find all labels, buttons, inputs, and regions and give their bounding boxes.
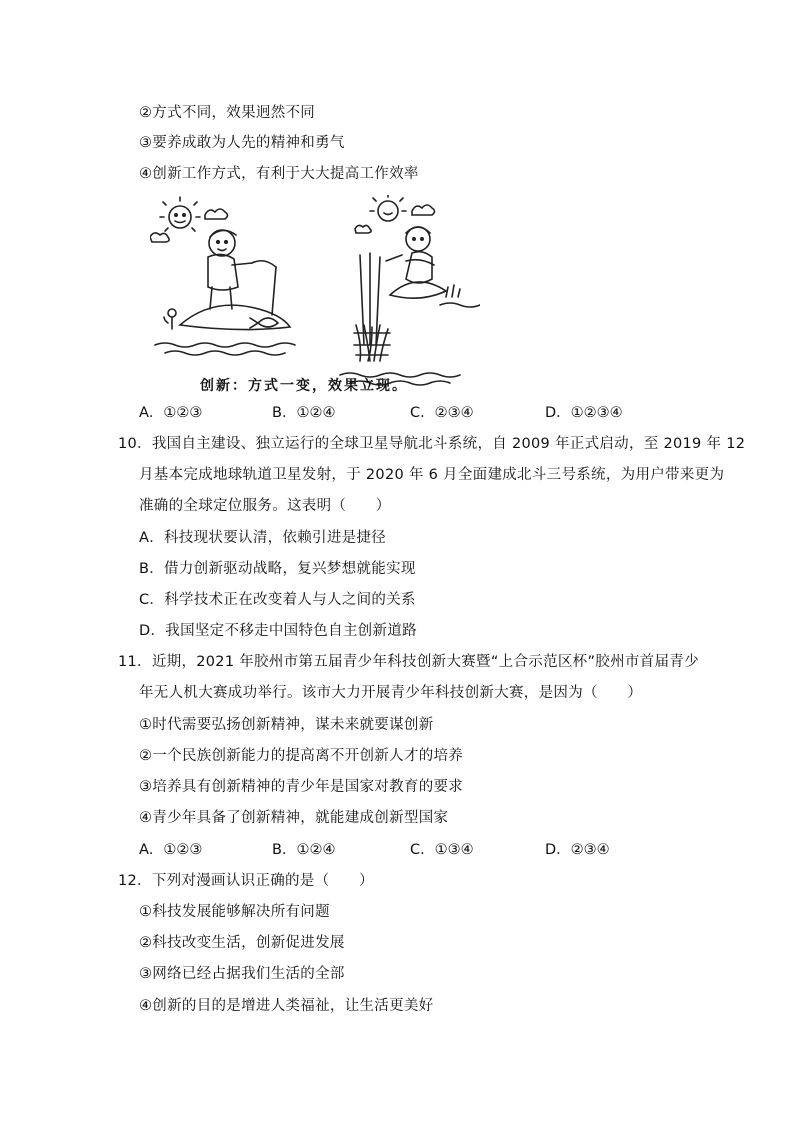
q10-choice-d: D．我国坚定不移走中国特色自主创新道路 [139,623,417,639]
q11-stem-line-1: 11．近期，2021 年胶州市第五届青少年科技创新大赛暨“上合示范区杯”胶州市首届青少 [118,654,699,670]
q11-option-b: B．①②④ [272,842,336,858]
q10-stem-line-3: 准确的全球定位服务。这表明（ ） [139,498,391,514]
q11-option-d: D．②③④ [545,842,610,858]
q9-option-d: D．①②③④ [545,405,623,421]
q11-option-c: C．①③④ [410,842,474,858]
q10-choice-a: A．科技现状要认清，依赖引进是捷径 [139,530,387,546]
q9-item-4: ④创新工作方式，有利于大大提高工作效率 [139,166,419,182]
q11-item-4: ④青少年具备了创新精神，就能建成创新型国家 [139,810,449,826]
q11-item-2: ②一个民族创新能力的提高离不开创新人才的培养 [139,748,464,764]
q10-choice-c: C．科学技术正在改变着人与人之间的关系 [139,592,416,608]
q9-item-3: ③要养成敢为人先的精神和勇气 [139,135,345,151]
q12-item-1: ①科技发展能够解决所有问题 [139,904,330,920]
q11-option-a: A．①②③ [139,842,203,858]
q12-item-2: ②科技改变生活，创新促进发展 [139,935,345,951]
q12-item-3: ③网络已经占据我们生活的全部 [139,966,345,982]
q10-choice-b: B．借力创新驱动战略，复兴梦想就能实现 [139,561,416,577]
q9-option-b: B．①②④ [272,405,336,421]
fishing-cartoon [150,195,480,395]
cartoon-caption: 创新：方式一变，效果立现。 [200,378,408,394]
q11-item-3: ③培养具有创新精神的青少年是国家对教育的要求 [139,779,464,795]
q11-stem-line-2: 年无人机大赛成功举行。该市大力开展青少年科技创新大赛，是因为（ ） [139,685,643,701]
q11-item-1: ①时代需要弘扬创新精神，谋未来就要谋创新 [139,717,434,733]
q9-item-2: ②方式不同，效果迥然不同 [139,105,316,121]
q9-option-a: A．①②③ [139,405,203,421]
q9-option-c: C．②③④ [410,405,474,421]
q10-stem-line-2: 月基本完成地球轨道卫星发射，于 2020 年 6 月全面建成北斗三号系统，为用户带来更为 [139,467,725,483]
q12-stem: 12．下列对漫画认识正确的是（ ） [118,873,374,889]
q12-item-4: ④创新的目的是增进人类福祉，让生活更美好 [139,998,434,1014]
q10-stem-line-1: 10．我国自主建设、独立运行的全球卫星导航北斗系统，自 2009 年正式启动，至 2019 年 12 [118,436,746,452]
